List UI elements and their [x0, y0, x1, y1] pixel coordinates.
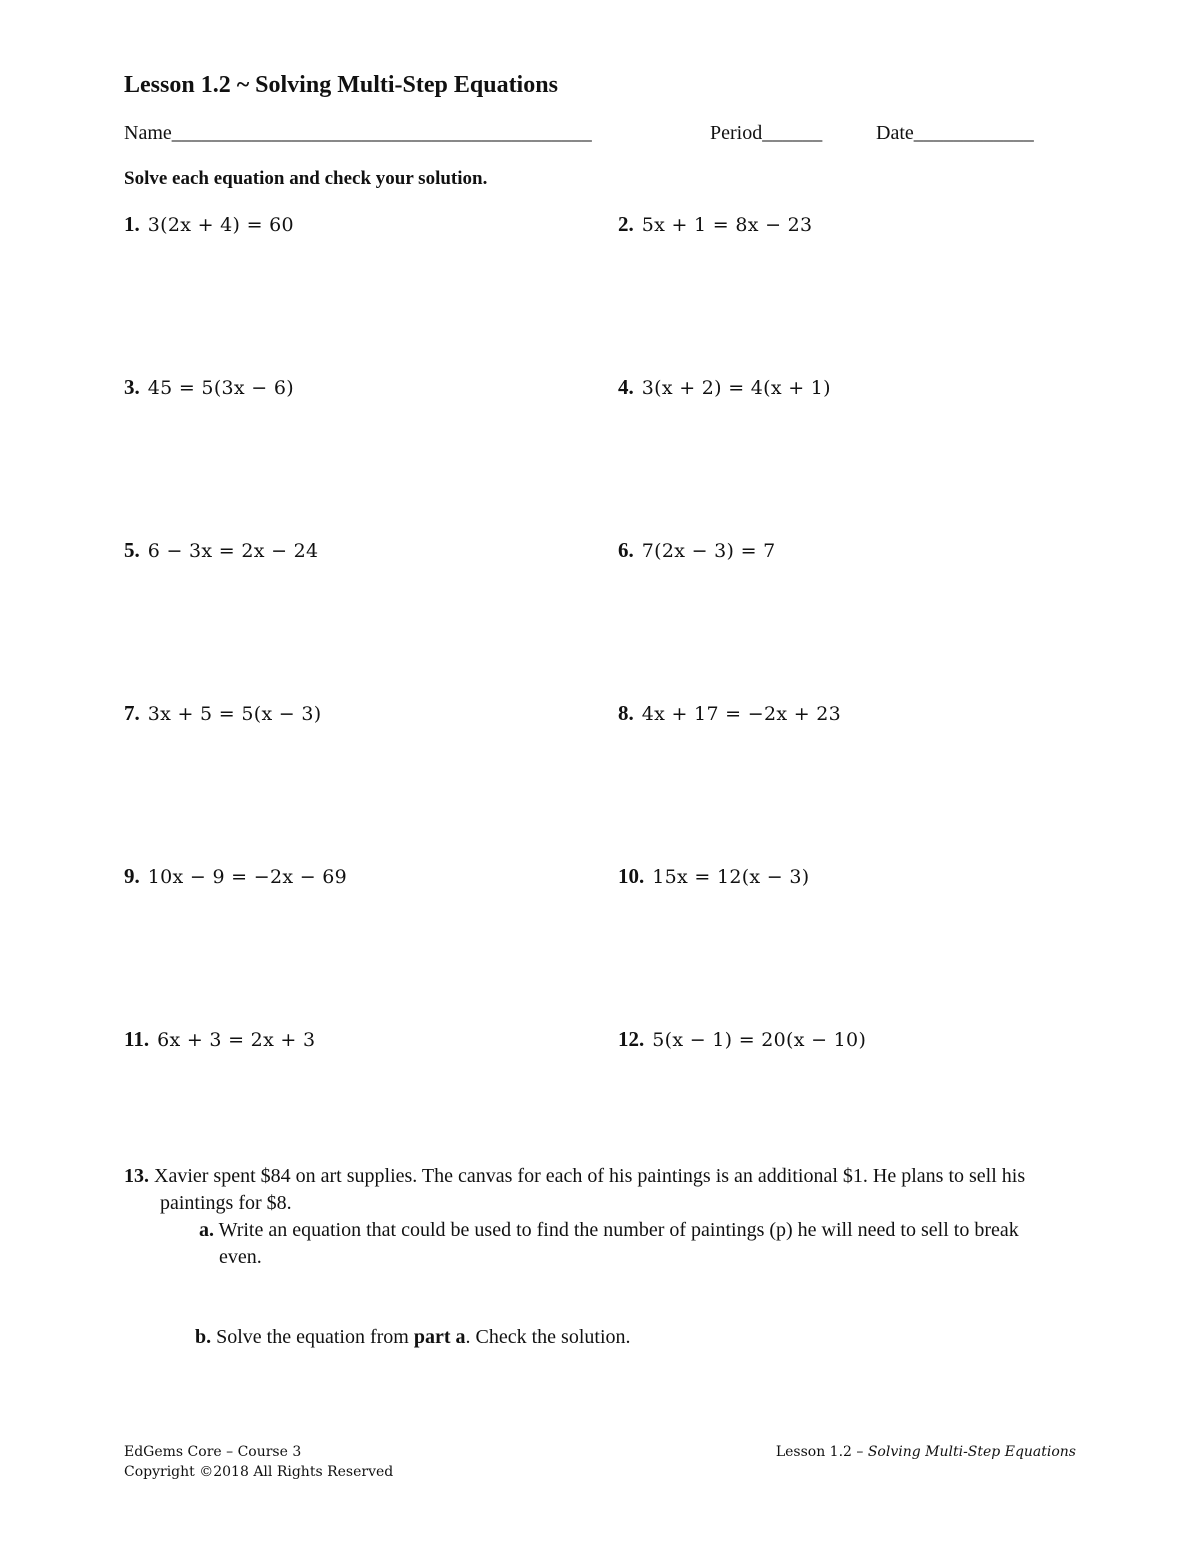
instructions: Solve each equation and check your solution.: [124, 168, 488, 189]
problem-4: 4. 3(x + 2) = 4(x + 1): [618, 375, 831, 399]
problem-12: 12. 5(x − 1) = 20(x − 10): [618, 1027, 867, 1051]
footer-lesson: Lesson 1.2 – Solving Multi-Step Equations: [775, 1444, 1076, 1460]
name-field[interactable]: Name__________________________________________: [124, 122, 592, 144]
footer-course: EdGems Core – Course 3: [124, 1444, 302, 1460]
problem-11: 11. 6x + 3 = 2x + 3: [124, 1027, 316, 1051]
problem-10: 10. 15x = 12(x − 3): [618, 864, 810, 888]
problem-7: 7. 3x + 5 = 5(x − 3): [124, 701, 322, 725]
period-field[interactable]: Period______: [710, 122, 823, 144]
problem-6: 6. 7(2x − 3) = 7: [618, 538, 776, 562]
problem-3: 3. 45 = 5(3x − 6): [124, 375, 294, 399]
problem-1: 1. 3(2x + 4) = 60: [124, 212, 294, 236]
problem-5: 5. 6 − 3x = 2x − 24: [124, 538, 319, 562]
footer-copyright: Copyright ©2018 All Rights Reserved: [124, 1464, 394, 1480]
problem-2: 2. 5x + 1 = 8x − 23: [618, 212, 813, 236]
page-title: Lesson 1.2 ~ Solving Multi-Step Equations: [124, 72, 558, 98]
problem-9: 9. 10x − 9 = −2x − 69: [124, 864, 348, 888]
problem-8: 8. 4x + 17 = −2x + 23: [618, 701, 842, 725]
part-a: a. Write an equation that could be used to find the number of paintings (p) he will need to sell to break even.: [199, 1219, 1019, 1268]
part-b: b. Solve the equation from part a. Check the solution.: [195, 1326, 631, 1348]
word-problem-text: 13. Xavier spent $84 on art supplies. The canvas for each of his paintings is an additional $1. He plans to sell his paintings for $8.: [124, 1165, 1026, 1214]
header-fields: [124, 122, 1064, 152]
word-problem-13: [124, 1163, 1064, 1271]
date-field[interactable]: Date____________: [876, 122, 1034, 144]
